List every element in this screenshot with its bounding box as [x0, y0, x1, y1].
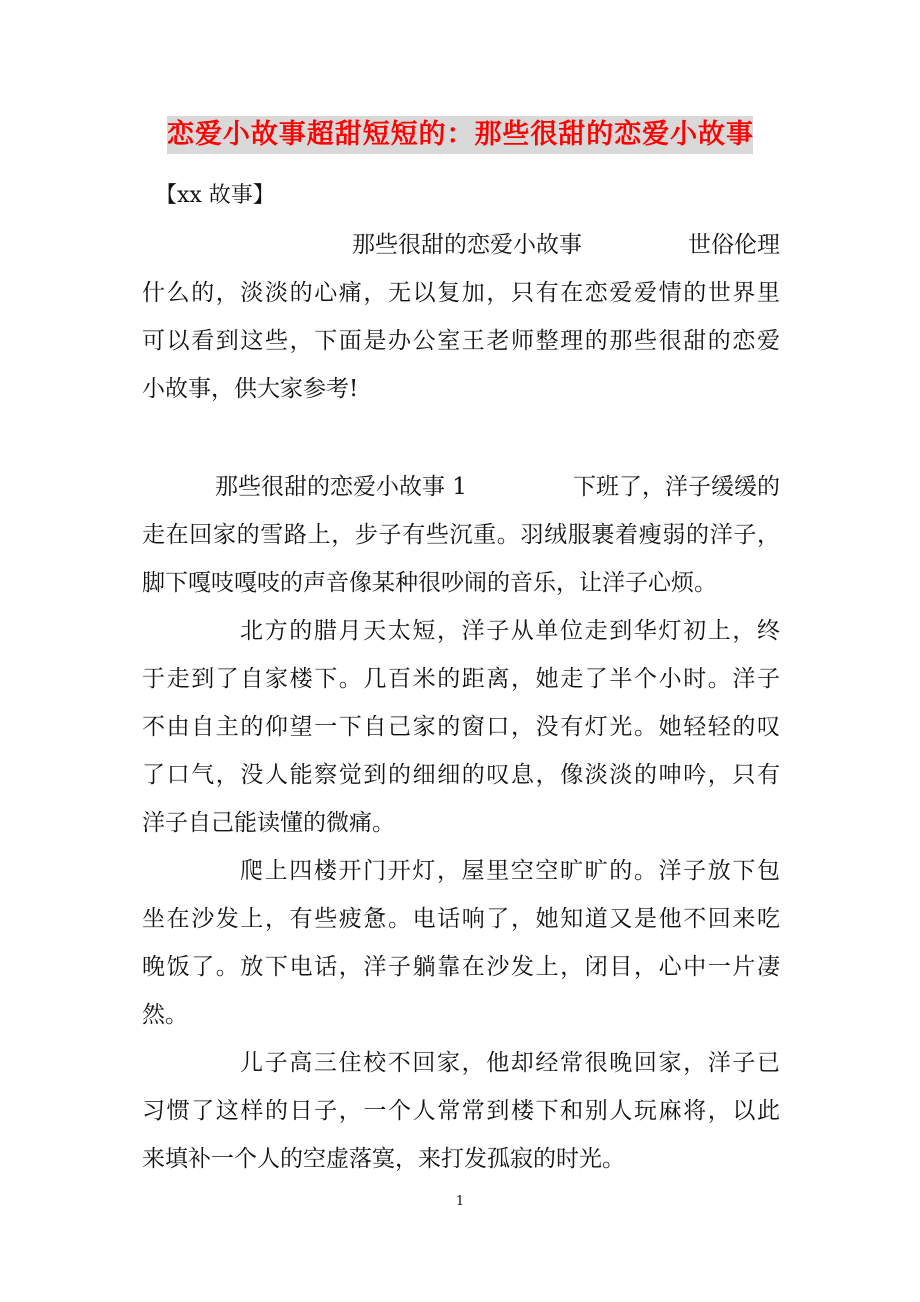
- document-body: [142, 221, 780, 1183]
- story1-heading: 那些很甜的恋爱小故事 1: [215, 474, 467, 500]
- text-line: 然。: [142, 1002, 188, 1028]
- text-line: 什么的，淡淡的心痛，无以复加，只有在恋爱爱情的世界里: [142, 280, 780, 306]
- page-number: 1: [455, 1194, 465, 1209]
- text-line: 可以看到这些，下面是办公室王老师整理的那些很甜的恋爱: [142, 328, 780, 354]
- story1-first-line: [142, 463, 780, 511]
- intro-first-line: [142, 221, 780, 269]
- text-line: 脚下嘎吱嘎吱的声音像某种很吵闹的音乐，让洋子心烦。: [142, 570, 717, 596]
- text-line: 爬上四楼开门开灯，屋里空空旷旷的。洋子放下包: [240, 858, 780, 884]
- category-tag: 【xx 故事】: [155, 183, 275, 208]
- story1-text-start: 下班了，洋子缓缓的: [573, 474, 780, 500]
- text-line: 走在回家的雪路上，步子有些沉重。羽绒服裹着瘦弱的洋子，: [142, 522, 780, 548]
- text-line: 小故事，供大家参考!: [142, 376, 359, 402]
- text-line: 北方的腊月天太短，洋子从单位走到华灯初上，终: [240, 618, 780, 644]
- text-line: 坐在沙发上，有些疲惫。电话响了，她知道又是他不回来吃: [142, 906, 780, 932]
- intro-heading: 那些很甜的恋爱小故事: [352, 232, 582, 258]
- text-line: 于走到了自家楼下。几百米的距离，她走了半个小时。洋子: [142, 666, 780, 692]
- text-line: 习惯了这样的日子，一个人常常到楼下和别人玩麻将，以此: [142, 1098, 780, 1124]
- text-line: 不由自主的仰望一下自己家的窗口，没有灯光。她轻轻的叹: [142, 714, 780, 740]
- text-line: 了口气，没人能察觉到的细细的叹息，像淡淡的呻吟，只有: [142, 762, 780, 788]
- intro-text-start: 世俗伦理: [688, 232, 780, 258]
- text-line: 来填补一个人的空虚落寞，来打发孤寂的时光。: [142, 1146, 625, 1172]
- document-title: 恋爱小故事超甜短短的：那些很甜的恋爱小故事: [167, 116, 753, 154]
- text-line: 儿子高三住校不回家，他却经常很晚回家，洋子已: [240, 1050, 780, 1076]
- text-line: 晚饭了。放下电话，洋子躺靠在沙发上，闭目，心中一片凄: [142, 954, 780, 980]
- text-line: 洋子自己能读懂的微痛。: [142, 810, 395, 836]
